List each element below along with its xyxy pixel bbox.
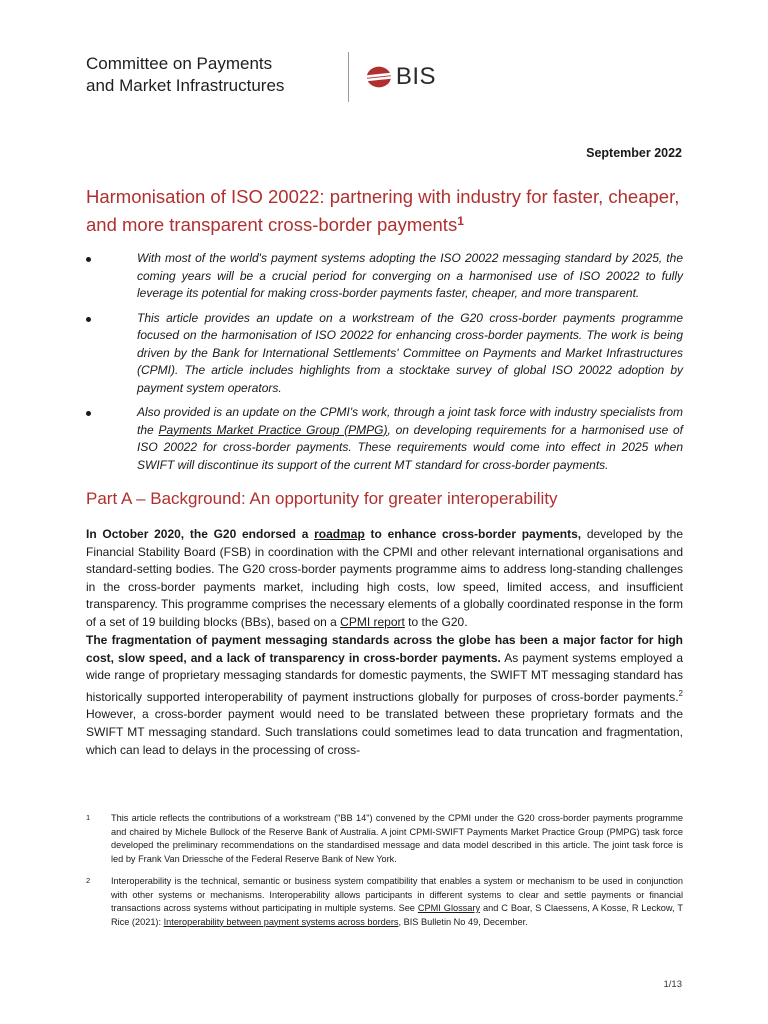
footnote-1 xyxy=(86,812,683,866)
bullet-dot-icon xyxy=(86,411,91,416)
summary-bullet-text: With most of the world's payment systems adopting the ISO 20022 messaging standard by 2025, the coming years will be a crucial period for converging on a harmonised use of ISO 20022 to fully leverage its potential for making cross-border payments faster, cheaper, and more transparent. xyxy=(137,251,683,300)
section-heading-part-a: Part A – Background: An opportunity for greater interoperability xyxy=(86,489,558,508)
article-title xyxy=(86,184,686,237)
organization-name xyxy=(86,53,346,97)
footnote-2 xyxy=(86,875,683,929)
paragraph-lead-bold: The fragmentation of payment messaging standards across the globe has been a major factor for high cost, slow speed, and a lack of transparency in cross-border payments. xyxy=(86,633,683,665)
roadmap-link[interactable]: roadmap xyxy=(314,527,365,541)
summary-bullet xyxy=(86,310,683,398)
title-footnote-ref[interactable]: 1 xyxy=(457,214,464,228)
paragraph-lead-bold-cont: to enhance cross-border payments, xyxy=(364,527,582,541)
summary-bullet-text-cont: , on developing requirements for a harmonised use of ISO 20022 for cross-border payments. These requirements would come into effect in 2025 when SWIFT will discontinue its support of the current MT standard for cross-border payments. xyxy=(137,422,683,472)
interoperability-bulletin-link[interactable]: Interoperability between payment systems across borders xyxy=(163,916,399,927)
footnote-text: Interoperability is the technical, semantic or business system compatibility that enables a system or mechanism to be used in conjunction with other systems or mechanisms. Interoperability allows participants in different systems to clear and settle payments or financial transactions across systems without participating in multiple systems. See xyxy=(111,876,683,913)
summary-bullet-text: Also provided is an update on the CPMI's work, through a joint task force with industry specialists from the xyxy=(137,405,683,437)
summary-bullet xyxy=(86,250,683,303)
org-name-line2: and Market Infrastructures xyxy=(86,76,285,95)
paragraph-text: developed by the Financial Stability Board (FSB) in coordination with the CPMI and other relevant international organisations and standard-setting bodies. The G20 cross-border payments programme aims to address long-standing challenges in the cross-border payments market, including high costs, low speed, limited access, and insufficient transparency. This programme comprises the necessary elements of a globally coordinated response in the form of a set of 19 building blocks (BBs), based on a xyxy=(86,527,683,629)
footnote-text-cont: and C Boar, S Claessens, A Kosse, R Leckow, T Rice (2021): xyxy=(111,903,683,927)
footnote-number: 1 xyxy=(86,813,91,822)
footnote-text: This article reflects the contributions of a workstream ("BB 14") convened by the CPMI under the G20 cross-border payments programme and chaired by Michele Bullock of the Reserve Bank of Australia. A joint CPMI-SWIFT Payments Market Practice Group (PMPG) task force developed the preliminary recommendations on the standardised message and data model described in this article. The joint task force is led by Frank Van Driessche of the Federal Reserve Bank of New York. xyxy=(111,813,683,864)
paragraph-text: As payment systems employed a wide range of proprietary messaging standards for domestic payments, the SWIFT MT messaging standard has historically supported interoperability of payment instructions globally for purposes of cross-border payments. xyxy=(86,650,683,704)
body-paragraph xyxy=(86,526,683,632)
bis-logo-text: BIS xyxy=(395,63,436,90)
paragraph-text-end: to the G20. xyxy=(404,614,468,629)
footnote-ref-2[interactable]: 2 xyxy=(678,688,683,698)
footnote-text-end: , BIS Bulletin No 49, December. xyxy=(398,916,528,927)
bullet-dot-icon xyxy=(86,257,91,262)
paragraph-lead-bold: In October 2020, the G20 endorsed a xyxy=(86,527,315,541)
article-title-text: Harmonisation of ISO 20022: partnering with industry for faster, cheaper, and more transparent cross-border payments xyxy=(86,186,680,235)
bullet-dot-icon xyxy=(86,317,91,322)
footnote-number: 2 xyxy=(86,876,91,885)
org-name-line1: Committee on Payments xyxy=(86,54,273,73)
header-divider xyxy=(348,52,349,102)
bis-emblem-icon xyxy=(366,64,392,90)
summary-bullets xyxy=(86,250,683,481)
footnotes xyxy=(86,812,683,938)
body-paragraph xyxy=(86,632,683,759)
summary-bullet xyxy=(86,404,683,474)
pmpg-link[interactable]: Payments Market Practice Group (PMPG) xyxy=(158,422,388,437)
publication-date: September 2022 xyxy=(586,146,682,160)
cpmi-glossary-link[interactable]: CPMI Glossary xyxy=(417,903,481,913)
summary-bullet-text: This article provides an update on a workstream of the G20 cross-border payments programme focused on the harmonisation of ISO 20022 for enhancing cross-border payments. The work is being driven by the Bank for International Settlements' Committee on Payments and Market Infrastructures (CPMI). The article includes highlights from a stocktake survey of global ISO 20022 adoption by payment system operators. xyxy=(137,310,683,395)
cpmi-report-link[interactable]: CPMI report xyxy=(340,614,405,629)
paragraph-text-cont: However, a cross-border payment would need to be translated between these proprietary formats and the SWIFT MT messaging standard. Such translations could sometimes lead to data truncation and fragmentation, which can lead to delays in the processing of cross- xyxy=(86,707,683,757)
page-number: 1/13 xyxy=(663,979,682,990)
bis-logo xyxy=(366,62,436,92)
